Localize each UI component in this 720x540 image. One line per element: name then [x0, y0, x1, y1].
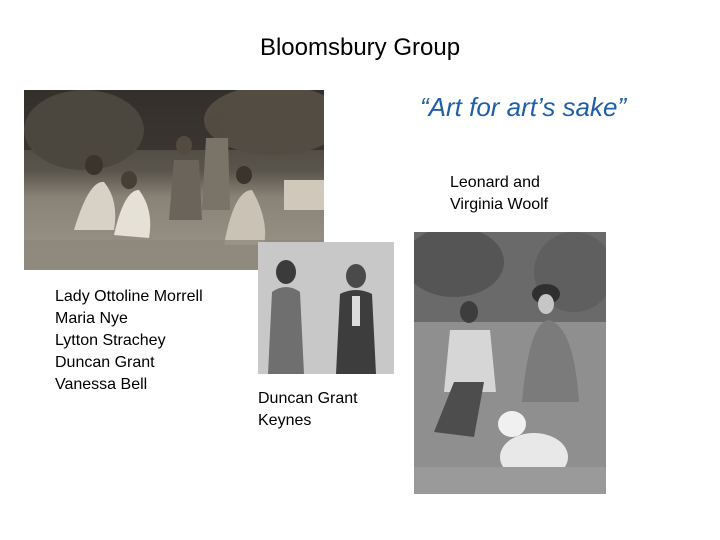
- woolf-caption-line: Virginia Woolf: [450, 196, 549, 213]
- group-caption-line: Lady Ottoline Morrell: [55, 288, 203, 305]
- grant-keynes-caption-line: Duncan Grant: [258, 390, 358, 407]
- slide-quote: “Art for art’s sake”: [420, 92, 627, 122]
- woolf-caption-line: Leonard and: [450, 174, 540, 191]
- grant-keynes-photo: [258, 242, 394, 374]
- group-caption-line: Lytton Strachey: [55, 332, 166, 349]
- woolf-caption: [450, 172, 548, 216]
- group-caption: [55, 286, 203, 396]
- grant-keynes-caption-line: Keynes: [258, 412, 312, 429]
- group-caption-line: Duncan Grant: [55, 354, 155, 371]
- group-caption-line: Vanessa Bell: [55, 376, 148, 393]
- grant-keynes-caption: [258, 388, 358, 432]
- group-caption-line: Maria Nye: [55, 310, 128, 327]
- slide-title: Bloomsbury Group: [259, 34, 461, 61]
- woolf-photo: [414, 232, 606, 494]
